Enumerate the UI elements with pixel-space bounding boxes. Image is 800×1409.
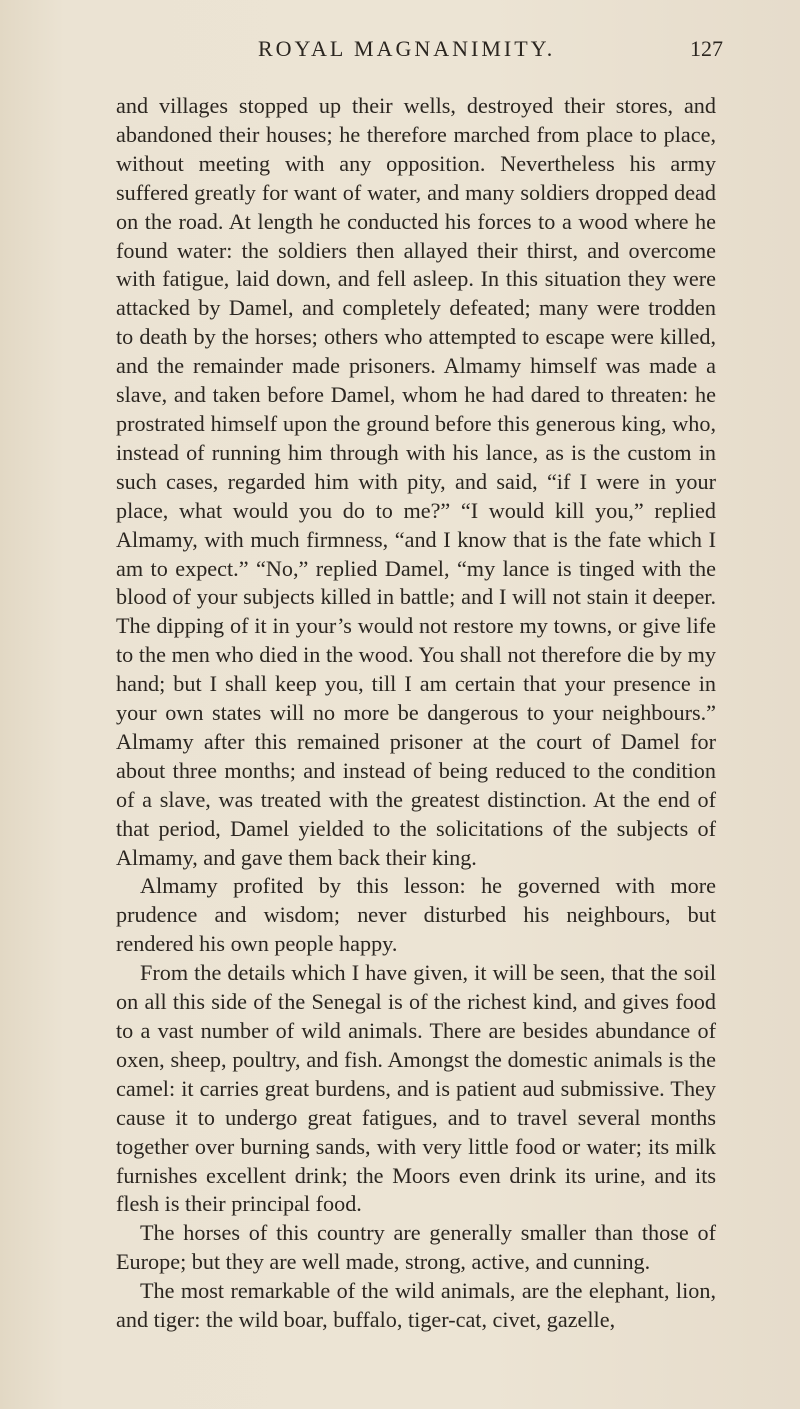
paragraph-horses: The horses of this country are generally smaller than those of Europe; but they are well made, strong, active, and cunning. [116, 1220, 716, 1275]
paragraph-wild-animals: The most remarkable of the wild animals, are the elephant, lion, and tiger: the wild boar, buffalo, tiger-cat, civet, gazelle, [116, 1278, 716, 1333]
page-number: 127 [690, 36, 723, 61]
paragraph-almamy-lesson: Almamy profited by this lesson: he governed with more prudence and wisdom; never disturbed his neighbours, but rendered his own people happy. [116, 873, 716, 957]
running-head [0, 36, 800, 76]
running-title: ROYAL MAGNANIMITY. [258, 36, 556, 61]
paragraph-soil-animals: From the details which I have given, it will be seen, that the soil on all this side of the Senegal is of the richest kind, and gives food to a vast number of wild animals. There are besides abundance of oxen, sheep, poultry, and fish. Amongst the domestic animals is the camel: it carries great burdens, and is patient aud submissive. They cause it to undergo great fatigues, and to travel several months together over burning sands, with very little food or water; its milk furnishes excellent drink; the Moors even drink its urine, and its flesh is their principal food. [116, 960, 716, 1217]
body-text [116, 92, 716, 1335]
paragraph-continuation: and villages stopped up their wells, destroyed their stores, and abandoned their houses; he therefore marched from place to place, without meeting with any opposition. Nevertheless his army suffered greatly for want of water, and many soldiers dropped dead on the road. At length he conducted his forces to a wood where he found water: the soldiers then allayed their thirst, and overcome with fatigue, laid down, and fell asleep. In this situation they were attacked by Damel, and completely defeated; many were trodden to death by the horses; others who attempted to escape were killed, and the remainder made prisoners. Almamy himself was made a slave, and taken before Damel, whom he had dared to threaten: he prostrated himself upon the ground before this generous king, who, instead of running him through with his lance, as is the custom in such cases, regarded him with pity, and said, “if I were in your place, what would you do to me?” “I would kill you,” replied Almamy, with much firmness, “and I know that is the fate which I am to expect.” “No,” replied Damel, “my lance is tinged with the blood of your subjects killed in battle; and I will not stain it deeper. The dipping of it in your’s would not restore my towns, or give life to the men who died in the wood. You shall not therefore die by my hand; but I shall keep you, till I am certain that your presence in your own states will no more be dangerous to your neighbours.” Almamy after this remained prisoner at the court of Damel for about three months; and instead of being reduced to the condition of a slave, was treated with the greatest distinction. At the end of that period, Damel yielded to the solicitations of the subjects of Almamy, and gave them back their king. [116, 93, 716, 870]
